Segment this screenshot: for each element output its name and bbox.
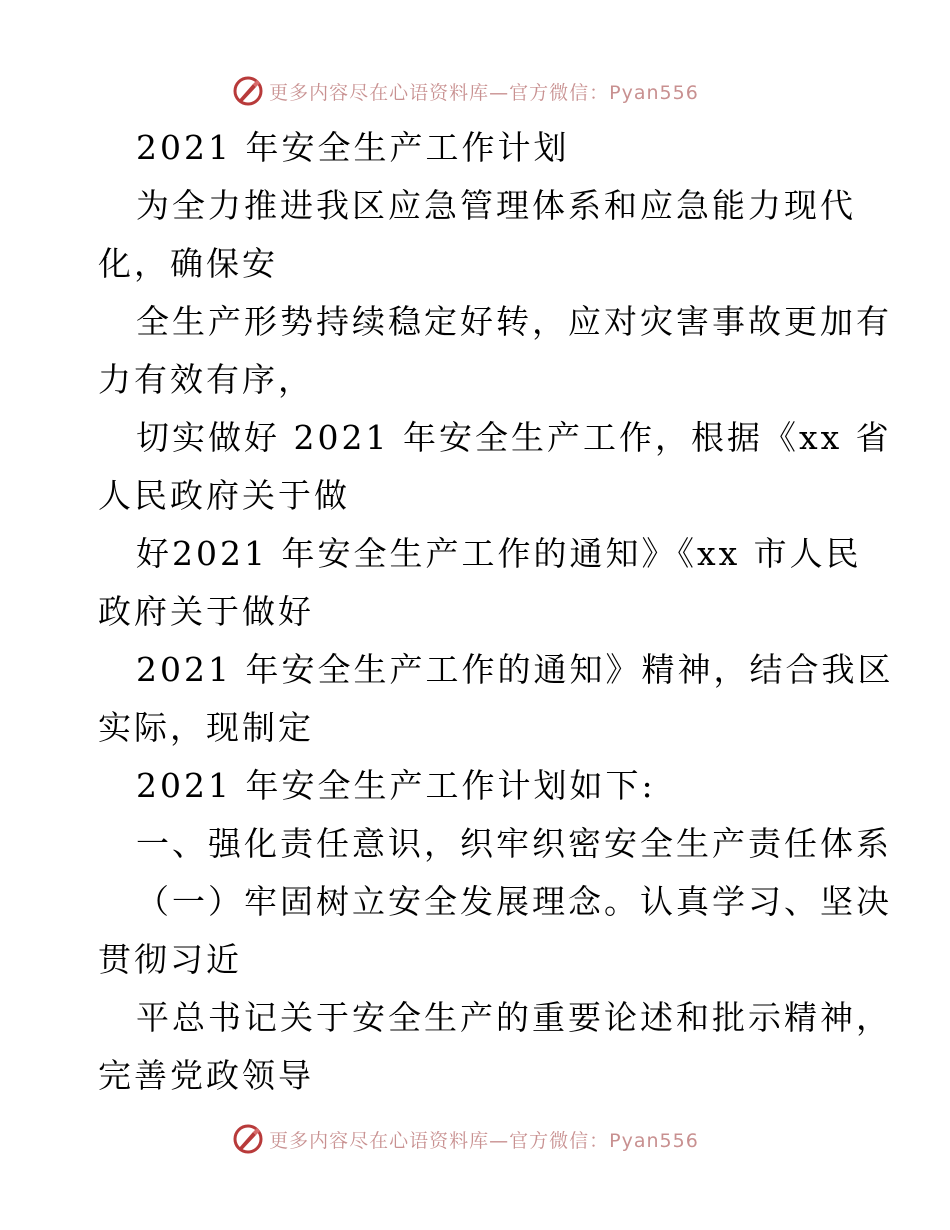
document-title: 2021 年安全生产工作计划 — [136, 128, 570, 167]
paragraph-line: 2021 年安全生产工作的通知》精神，结合我区 — [136, 650, 894, 689]
subsection-heading: （一）牢固树立安全发展理念。认真学习、坚决 — [136, 882, 892, 921]
paragraph-line: 全生产形势持续稳定好转，应对灾害事故更加有 — [136, 302, 892, 341]
paragraph-line: 贯彻习近 — [98, 940, 242, 979]
paragraph-line: 2021 年安全生产工作计划如下: — [136, 766, 656, 805]
paragraph-line: 人民政府关于做 — [98, 476, 350, 515]
section-heading: 一、强化责任意识，织牢织密安全生产责任体系 — [136, 824, 892, 863]
footer-banner-text: 更多内容尽在心语资料库—官方微信：Pyan556 — [269, 1129, 699, 1152]
paragraph-line: 完善党政领导 — [98, 1056, 314, 1095]
paragraph-line: 平总书记关于安全生产的重要论述和批示精神， — [136, 998, 892, 1037]
paragraph-line: 化，确保安 — [98, 244, 278, 283]
header-banner-text: 更多内容尽在心语资料库—官方微信：Pyan556 — [269, 81, 699, 104]
paragraph-line: 好2021 年安全生产工作的通知》《xx 市人民 — [136, 534, 862, 573]
header-banner — [0, 69, 950, 113]
paragraph-line: 切实做好 2021 年安全生产工作，根据《xx 省 — [136, 418, 892, 457]
footer-banner — [0, 1117, 950, 1161]
paragraph-line: 力有效有序， — [98, 360, 314, 399]
pen-circle-logo-icon — [231, 1122, 265, 1156]
paragraph-line: 为全力推进我区应急管理体系和应急能力现代 — [136, 186, 856, 225]
pen-circle-logo-icon — [231, 74, 265, 108]
paragraph-line: 政府关于做好 — [98, 592, 314, 631]
paragraph-line: 实际，现制定 — [98, 708, 314, 747]
